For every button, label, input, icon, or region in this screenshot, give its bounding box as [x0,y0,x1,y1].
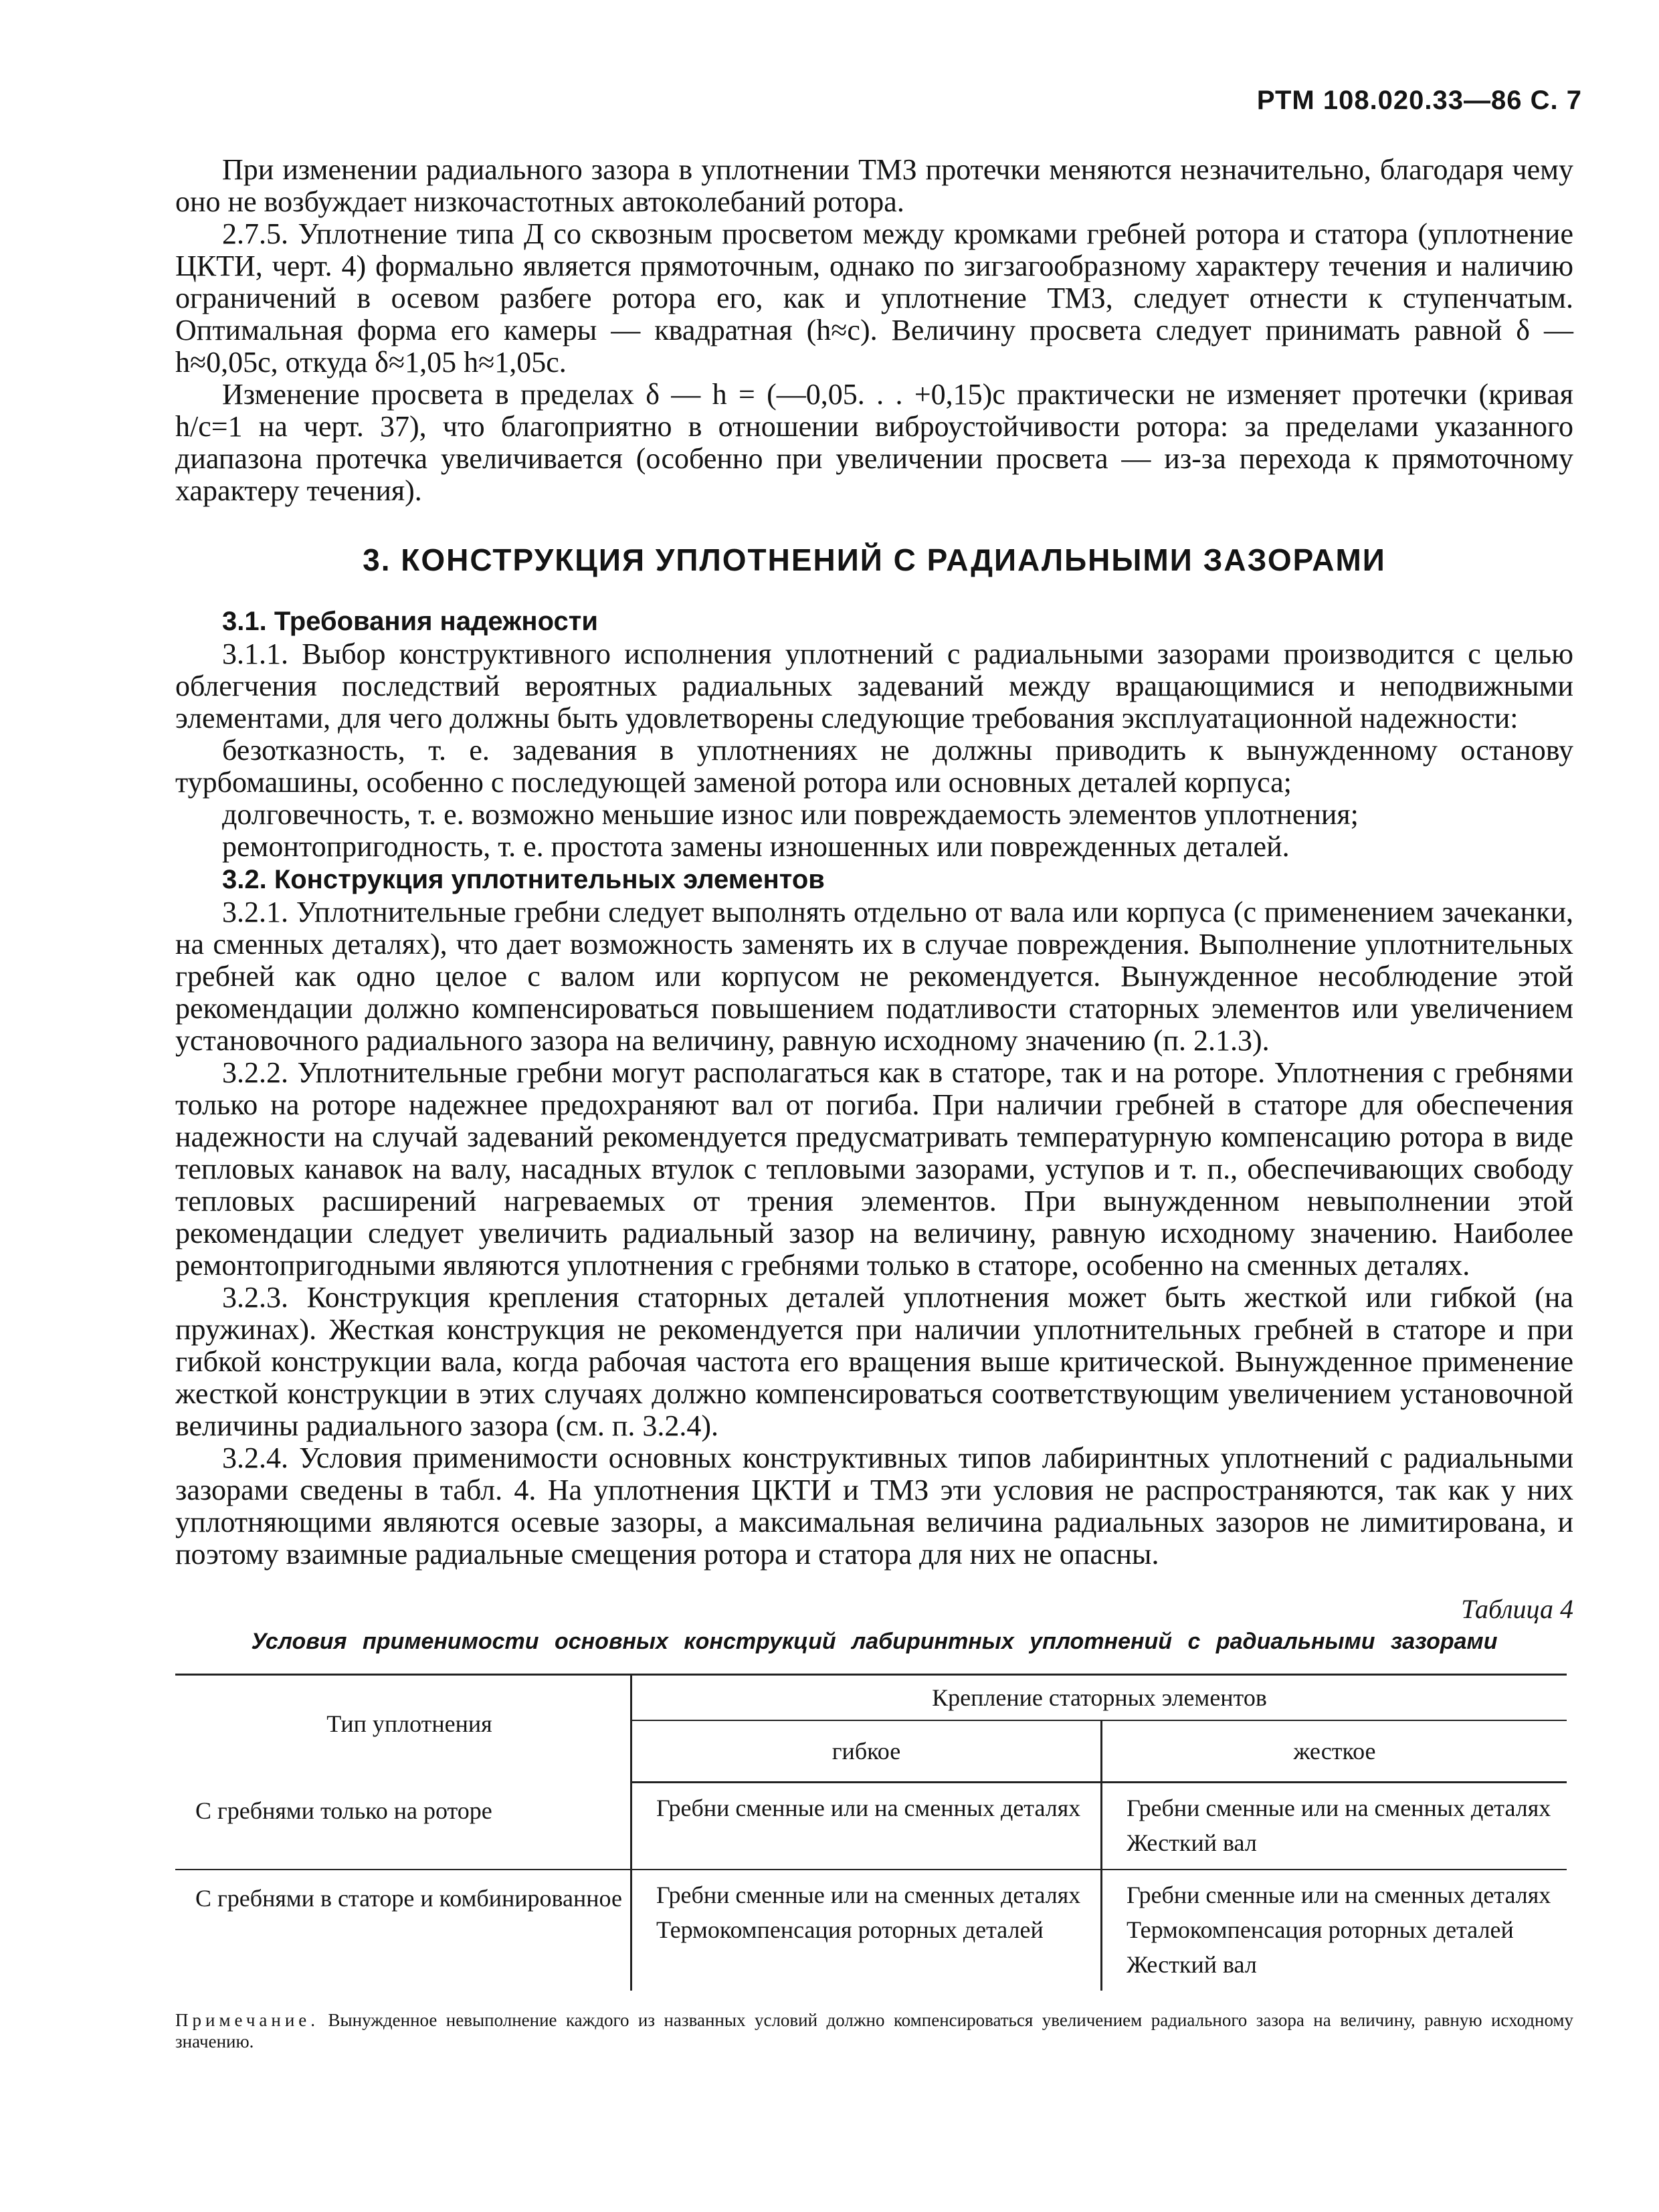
cell-text: Жесткий вал [1127,1951,1257,1978]
cell-text: Жесткий вал [1127,1829,1257,1856]
header-flexible: гибкое [631,1720,1102,1783]
paragraph: Изменение просвета в пределах δ — h = (—0,05. . . +0,15)c практически не изменяет протечки (кривая h/c=1 на черт. 37), что благоприятно в отношении виброустойчивости ротора: за пределами указанного диапазона протечка увеличивается (особенно при увеличении просвета — из-за перехода к прямоточному характеру течения). [175,378,1573,507]
table-label: Таблица 4 [1461,1594,1573,1624]
paragraph-3-2-1: 3.2.1. Уплотнительные гребни следует выполнять отдельно от вала или корпуса (с применением зачеканки, на сменных деталях), что дает возможность заменять их в случае повреждения. Выполнение уплотнительных гребней как одно целое с валом или корпусом не рекомендуется. Вынужденное несоблюдение этой рекомендации должно компенсироваться повышением податливости статорных элементов или увеличением установочного радиального зазора на величину, равную исходному значению (п. 2.1.3). [175,896,1573,1057]
page-header: РТМ 108.020.33—86 С. 7 [1256,86,1582,115]
header-seal-type [175,1675,631,1783]
note-label: Примечание. [175,2010,320,2030]
table-row [175,1870,1567,1991]
paragraph-2-7-5: 2.7.5. Уплотнение типа Д со сквозным просветом между кромками гребней ротора и статора (уплотнение ЦКТИ, черт. 4) формально является прямоточным, однако по зигзагообразному характеру течения и наличию ограничений в осевом разбеге ротора его, как и уплотнение ТМЗ, следует отнести к ступенчатым. Оптимальная форма его камеры — квадратная (h≈c). Величину просвета следует принимать равной δ — h≈0,05c, откуда δ≈1,05 h≈1,05c. [175,217,1573,379]
paragraph: При изменении радиального зазора в уплотнении ТМЗ протечки меняются незначительно, благодаря чему оно не возбуждает низкочастотных автоколебаний ротора. [175,153,1573,218]
table-row [175,1783,1567,1870]
cell-text: Гребни сменные или на сменных деталях [1127,1882,1551,1908]
cell-text: Термокомпенсация роторных деталей [656,1916,1044,1943]
requirement-item: ремонтопригодность, т. е. простота замены изношенных или поврежденных деталей. [222,830,1290,863]
table-note [175,2009,1573,2052]
section-title: 3. КОНСТРУКЦИЯ УПЛОТНЕНИЙ С РАДИАЛЬНЫМИ ЗАЗОРАМИ [363,542,1386,577]
document-body [175,154,1573,2052]
header-seal-type-label: Тип уплотнения [326,1710,492,1737]
cell-text: Гребни сменные или на сменных деталях [1127,1795,1551,1821]
paragraph-3-2-2: 3.2.2. Уплотнительные гребни могут располагаться как в статоре, так и на роторе. Уплотнения с гребнями только на роторе надежнее предохраняют вал от погиба. При наличии гребней в статоре для обеспечения надежности на случай задеваний рекомендуется предусматривать температурную компенсацию ротора в виде тепловых канавок на валу, насадных втулок с тепловыми зазорами, уступов и т. п., обеспечивающих свободу тепловых расширений нагреваемых от трения элементов. При вынужденном невыполнении этой рекомендации следует увеличить радиальный зазор на величину, равную исходному значению. Наиболее ремонтопригодными являются уплотнения с гребнями только в статоре, особенно на сменных деталях. [175,1056,1573,1282]
paragraph-3-1-1: 3.1.1. Выбор конструктивного исполнения уплотнений с радиальными зазорами производится с целью облегчения последствий вероятных радиальных задеваний между вращающимися и неподвижными элементами, для чего должны быть удовлетворены следующие требования эксплуатационной надежности: [175,637,1573,734]
subsection-heading-3-2: 3.2. Конструкция уплотнительных элементов [222,865,825,894]
row-flexible-cell [631,1783,1102,1870]
cell-text: Гребни сменные или на сменных деталях [656,1795,1081,1821]
row-rigid-cell [1102,1870,1567,1991]
table-title: Условия применимости основных конструкций лабиринтных уплотнений с радиальными зазорами [251,1629,1498,1654]
note-text: Вынужденное невыполнение каждого из названных условий должно компенсироваться увеличением радиального зазора на величину, равную исходному значению. [175,2010,1574,2051]
subsection-heading-3-1: 3.1. Требования надежности [222,607,598,636]
row-type: С гребнями только на роторе [175,1783,631,1870]
cell-text: Термокомпенсация роторных деталей [1127,1916,1514,1943]
row-type: С гребнями в статоре и комбинированное [195,1885,622,1912]
row-rigid-cell [1102,1783,1567,1870]
requirement-item: безотказность, т. е. задевания в уплотнениях не должны приводить к вынужденному останову турбомашины, особенно с последующей заменой ротора или основных деталей корпуса; [175,734,1573,799]
header-mounting-group: Крепление статорных элементов [631,1675,1567,1721]
applicability-table [175,1674,1567,1991]
paragraph-3-2-3: 3.2.3. Конструкция крепления статорных деталей уплотнения может быть жесткой или гибкой (на пружинах). Жесткая конструкция не рекомендуется при наличии уплотнительных гребней в статоре и при гибкой конструкции вала, когда рабочая частота его вращения выше критической. Вынужденное применение жесткой конструкции в этих случаях должно компенсироваться соответствующим увеличением установочной величины радиального зазора (см. п. 3.2.4). [175,1281,1573,1442]
header-rigid: жесткое [1102,1720,1567,1783]
requirement-item: долговечность, т. е. возможно меньшие износ или повреждаемость элементов уплотнения; [222,798,1359,831]
cell-text: Гребни сменные или на сменных деталях [656,1882,1081,1908]
paragraph-3-2-4: 3.2.4. Условия применимости основных конструктивных типов лабиринтных уплотнений с радиальными зазорами сведены в табл. 4. На уплотнения ЦКТИ и ТМЗ эти условия не распространяются, так как у них уплотняющими являются осевые зазоры, а максимальная величина радиальных зазоров не лимитирована, и поэтому взаимные радиальные смещения ротора и статора для них не опасны. [175,1441,1573,1571]
row-flexible-cell [631,1870,1102,1991]
